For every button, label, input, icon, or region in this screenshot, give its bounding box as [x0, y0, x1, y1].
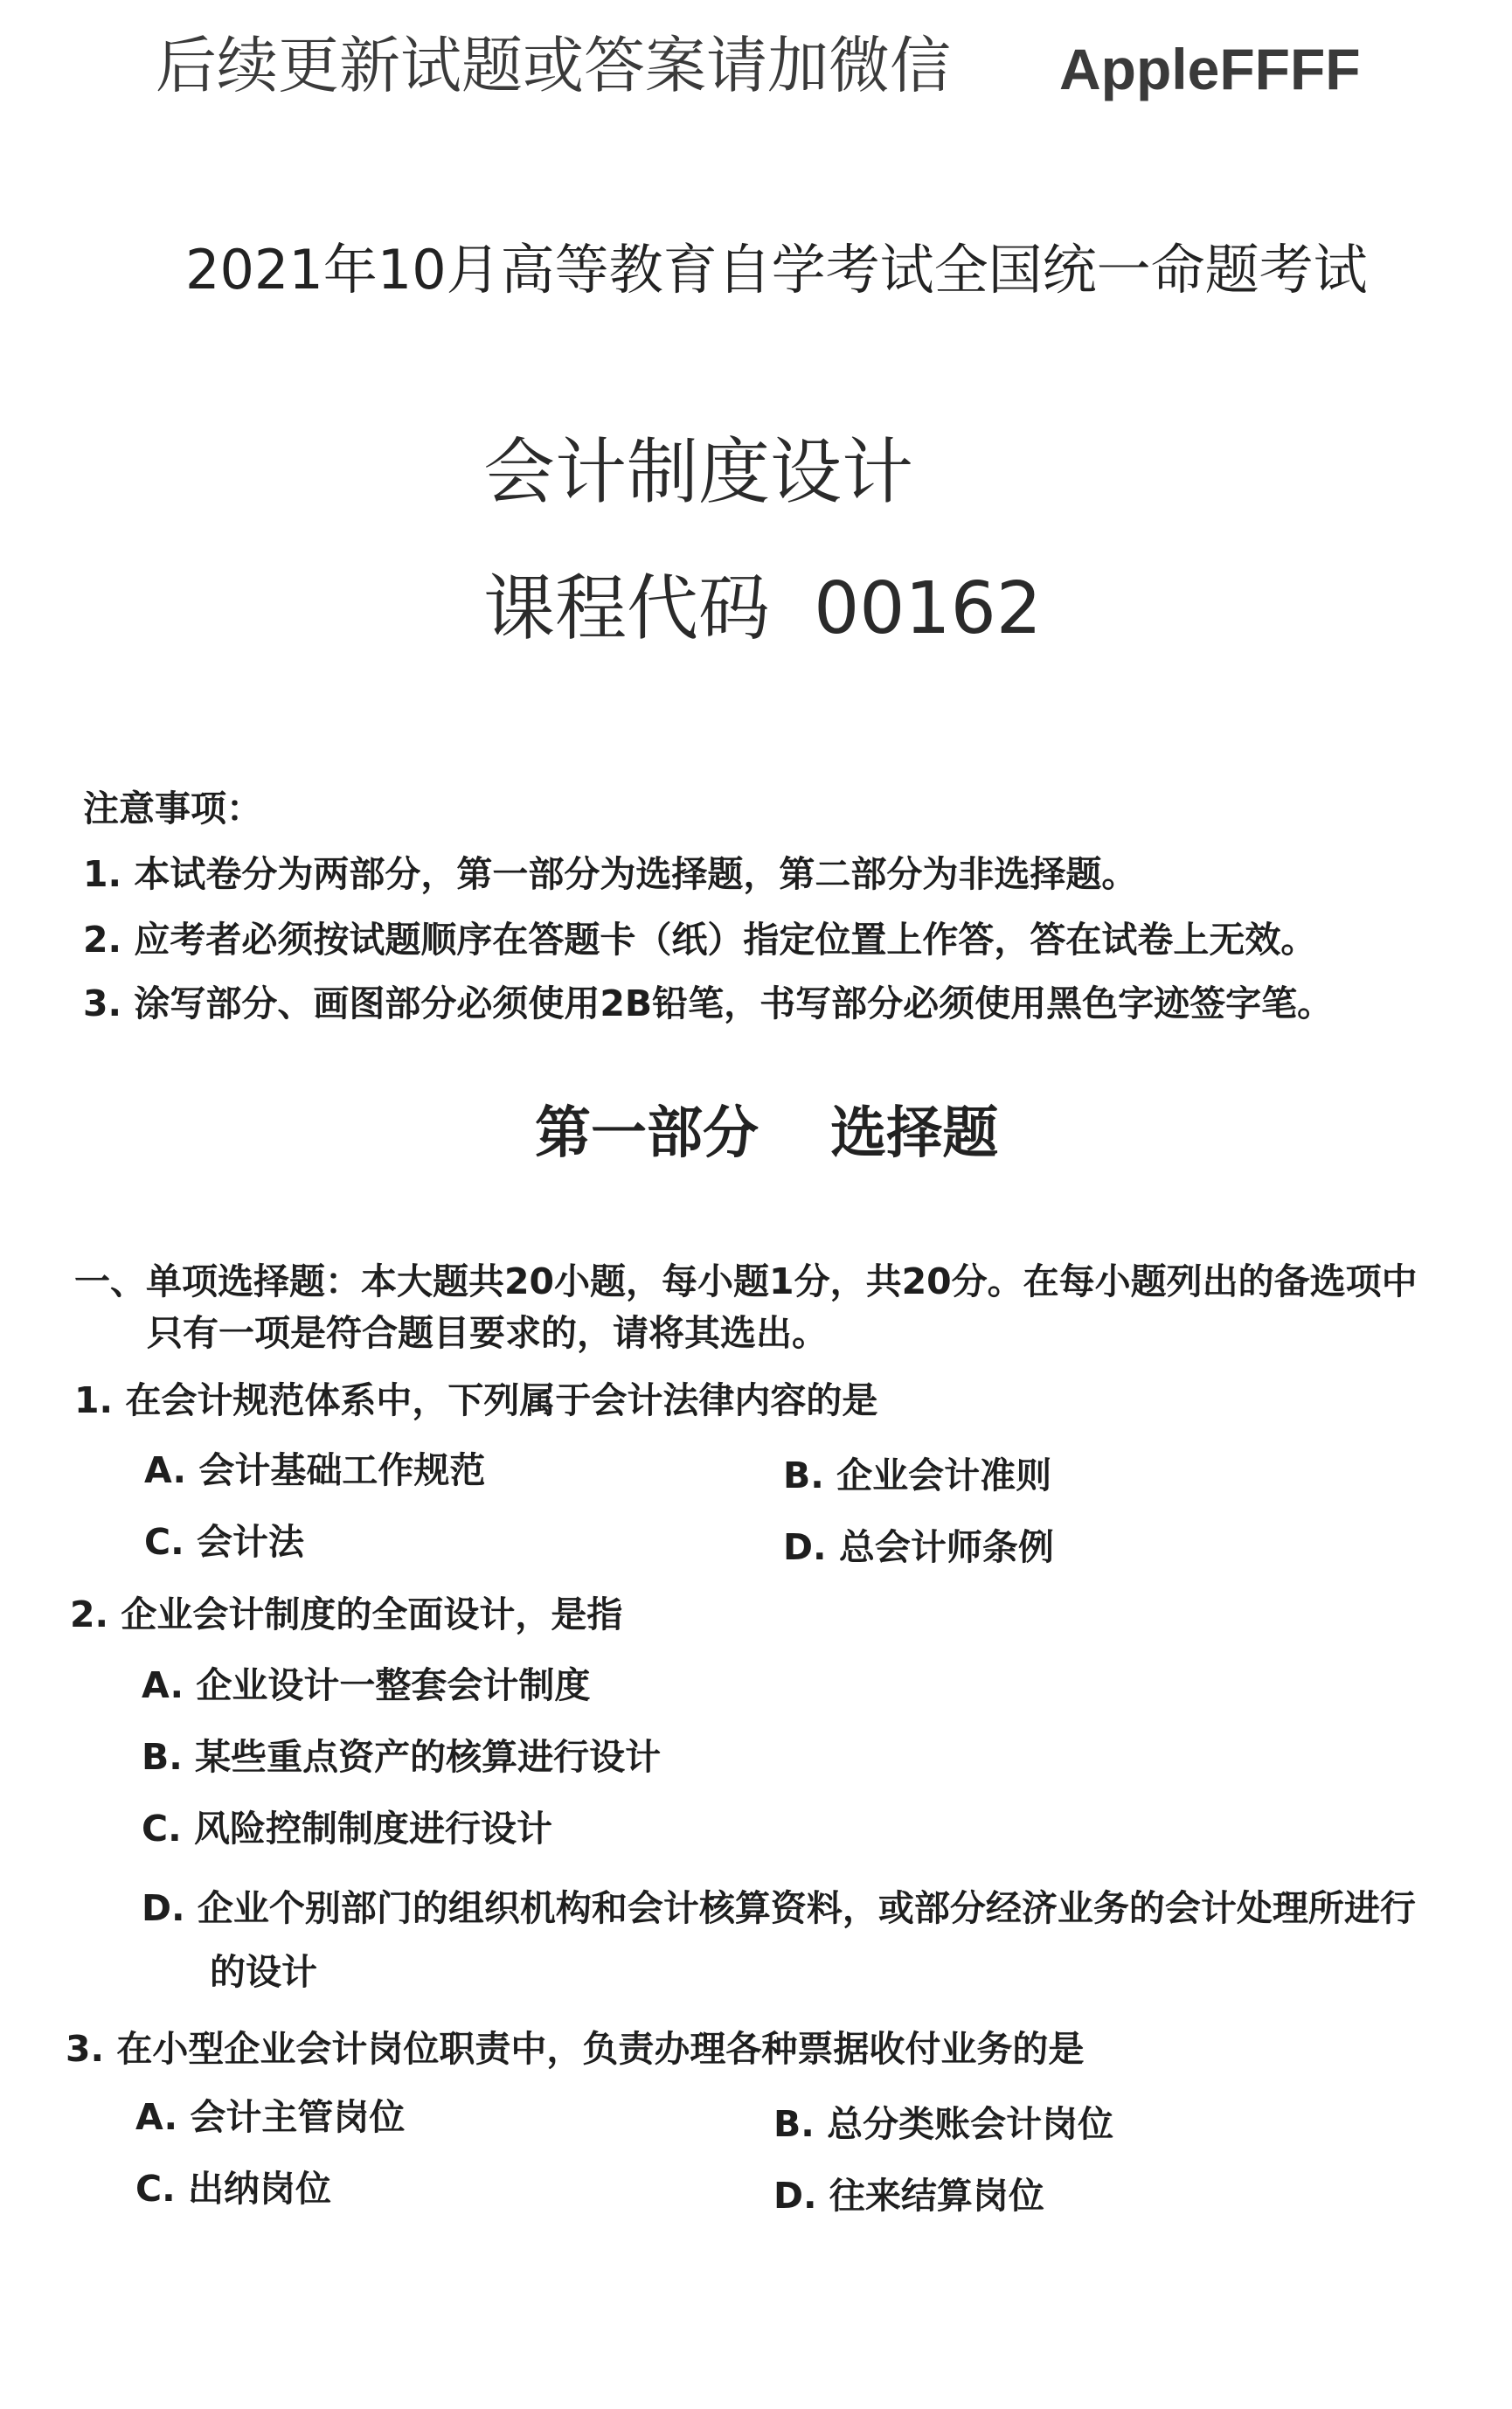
course-code-label: 课程代码 [483, 567, 771, 650]
option-b: B. 企业会计准则 [783, 1454, 1052, 1496]
section-instruction: 一、单项选择题：本大题共20小题，每小题1分，共20分。在每小题列出的备选项中 [74, 1260, 1418, 1302]
part-title: 选择题 [830, 1101, 999, 1166]
question-stem: 3. 在小型企业会计岗位职责中，负责办理各种票据收付业务的是 [66, 2028, 1085, 2070]
note-item: 2. 应考者必须按试题顺序在答题卡（纸）指定位置上作答，答在试卷上无效。 [83, 919, 1317, 961]
option-c: C. 出纳岗位 [135, 2168, 331, 2210]
part-label: 第一部分 [535, 1101, 759, 1166]
option-d: D. 总会计师条例 [783, 1526, 1054, 1568]
part-heading [535, 1101, 999, 1166]
course-name: 会计制度设计 [483, 431, 914, 514]
header-notice: 后续更新试题或答案请加微信 [156, 30, 951, 101]
option-b: B. 总分类账会计岗位 [773, 2103, 1114, 2145]
course-code: 00162 [814, 567, 1042, 650]
option-c: C. 风险控制制度进行设计 [142, 1808, 552, 1850]
course-code-line [483, 567, 1042, 650]
option-d: D. 往来结算岗位 [773, 2175, 1044, 2217]
option-a: A. 会计主管岗位 [135, 2096, 406, 2138]
option-a: A. 企业设计一整套会计制度 [142, 1664, 591, 1706]
option-a: A. 会计基础工作规范 [144, 1449, 486, 1491]
question-stem: 1. 在会计规范体系中，下列属于会计法律内容的是 [74, 1379, 878, 1421]
note-item: 3. 涂写部分、画图部分必须使用2B铅笔，书写部分必须使用黑色字迹签字笔。 [83, 982, 1334, 1024]
option-d: D. 企业个别部门的组织机构和会计核算资料，或部分经济业务的会计处理所进行 [142, 1887, 1416, 1929]
wechat-id: AppleFFFF [1059, 37, 1361, 101]
notes-title: 注意事项： [83, 788, 262, 830]
note-item: 1. 本试卷分为两部分，第一部分为选择题，第二部分为非选择题。 [83, 853, 1138, 895]
option-d-cont: 的设计 [210, 1951, 317, 1993]
exam-title: 2021年10月高等教育自学考试全国统一命题考试 [185, 238, 1368, 302]
option-c: C. 会计法 [144, 1521, 304, 1563]
option-b: B. 某些重点资产的核算进行设计 [142, 1736, 662, 1778]
question-stem: 2. 企业会计制度的全面设计，是指 [70, 1593, 623, 1635]
section-instruction-cont: 只有一项是符合题目要求的，请将其选出。 [147, 1312, 828, 1354]
